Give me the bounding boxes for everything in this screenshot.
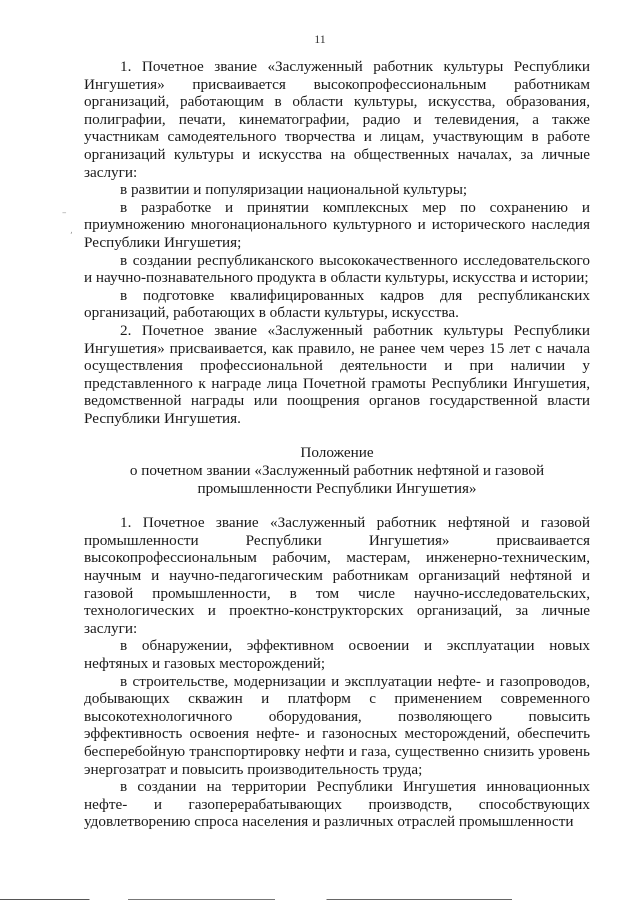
- scan-mark-comma: ,: [70, 226, 73, 236]
- paragraph-culture-merit-1: в развитии и популяризации национальной культуры;: [120, 181, 468, 199]
- paragraph-culture-merit-2: в разработке и принятии комплексных мер по сохранению и приумножению многонационального культурного и исторического наследия Республики Ингушетия;: [84, 198, 590, 251]
- scan-edge-line: [0, 899, 640, 900]
- paragraph-culture-1: 1. Почетное звание «Заслуженный работник культуры Республики Ингушетия» присваивается высокопрофессиональным работникам организаций, работающим в области культуры, искусства, образования, полиграфии, печати, кинематографии, радио и телевидения, а также участникам самодеятельного творчества и лицам, участвующим в работе организаций культуры и искусства на общественных началах, за личные заслуги:: [84, 58, 590, 181]
- paragraph-oil-gas-merit-3: в создании на территории Республики Ингушетия инновационных нефте- и газоперерабатывающих производств, способствующих удовлетворению спроса населения и различных отраслей промышленности: [84, 778, 590, 831]
- section-gap: [84, 427, 590, 444]
- page-number: 11: [314, 32, 326, 46]
- paragraph-culture-merit-3: в создании республиканского высококачественного исследовательского и научно-познавательного продукта в области культуры, искусства и истории;: [84, 251, 590, 287]
- section-title: Положение: [300, 444, 374, 462]
- paragraph-oil-gas-1: 1. Почетное звание «Заслуженный работник нефтяной и газовой промышленности Республики Ингушетия» присваивается высокопрофессиональным рабочим, мастерам, инженерно-техническим, научным и научно-педагогическим работникам организаций нефтяной и газовой промышленности, в том числе научно-исследовательских, технологических и проектно-конструкторских организаций, за личные заслуги:: [84, 514, 590, 637]
- section-subtitle-line-1: о почетном звании «Заслуженный работник нефтяной и газовой: [129, 462, 545, 480]
- section-subtitle-line-2: промышленности Республики Ингушетия»: [197, 479, 477, 497]
- document-body: [84, 58, 590, 831]
- paragraph-culture-2: 2. Почетное звание «Заслуженный работник культуры Республики Ингушетия» присваивается, как правило, не ранее чем через 15 лет с начала осуществления профессиональной деятельности и при наличии у представленного к награде лица Почетной грамоты Республики Ингушетия, ведомственной награды или поощрения органов государственной власти Республики Ингушетия.: [84, 321, 590, 427]
- paragraph-culture-merit-4: в подготовке квалифицированных кадров для республиканских организаций, работающих в области культуры, искусства.: [84, 286, 590, 322]
- paragraph-oil-gas-merit-1: в обнаружении, эффективном освоении и эксплуатации новых нефтяных и газовых месторождений;: [84, 637, 590, 672]
- paragraph-oil-gas-merit-2: в строительстве, модернизации и эксплуатации нефте- и газопроводов, добывающих скважин и платформ с применением современного высокотехнологичного оборудования, позволяющего повысить эффективность освоения нефте- и газоносных месторождений, обеспечить бесперебойную транспортировку нефти и газа, существенно снизить уровень энергозатрат и повысить производительность труда;: [84, 672, 590, 778]
- scan-mark-dash: –: [62, 208, 67, 218]
- section-gap: [84, 497, 590, 514]
